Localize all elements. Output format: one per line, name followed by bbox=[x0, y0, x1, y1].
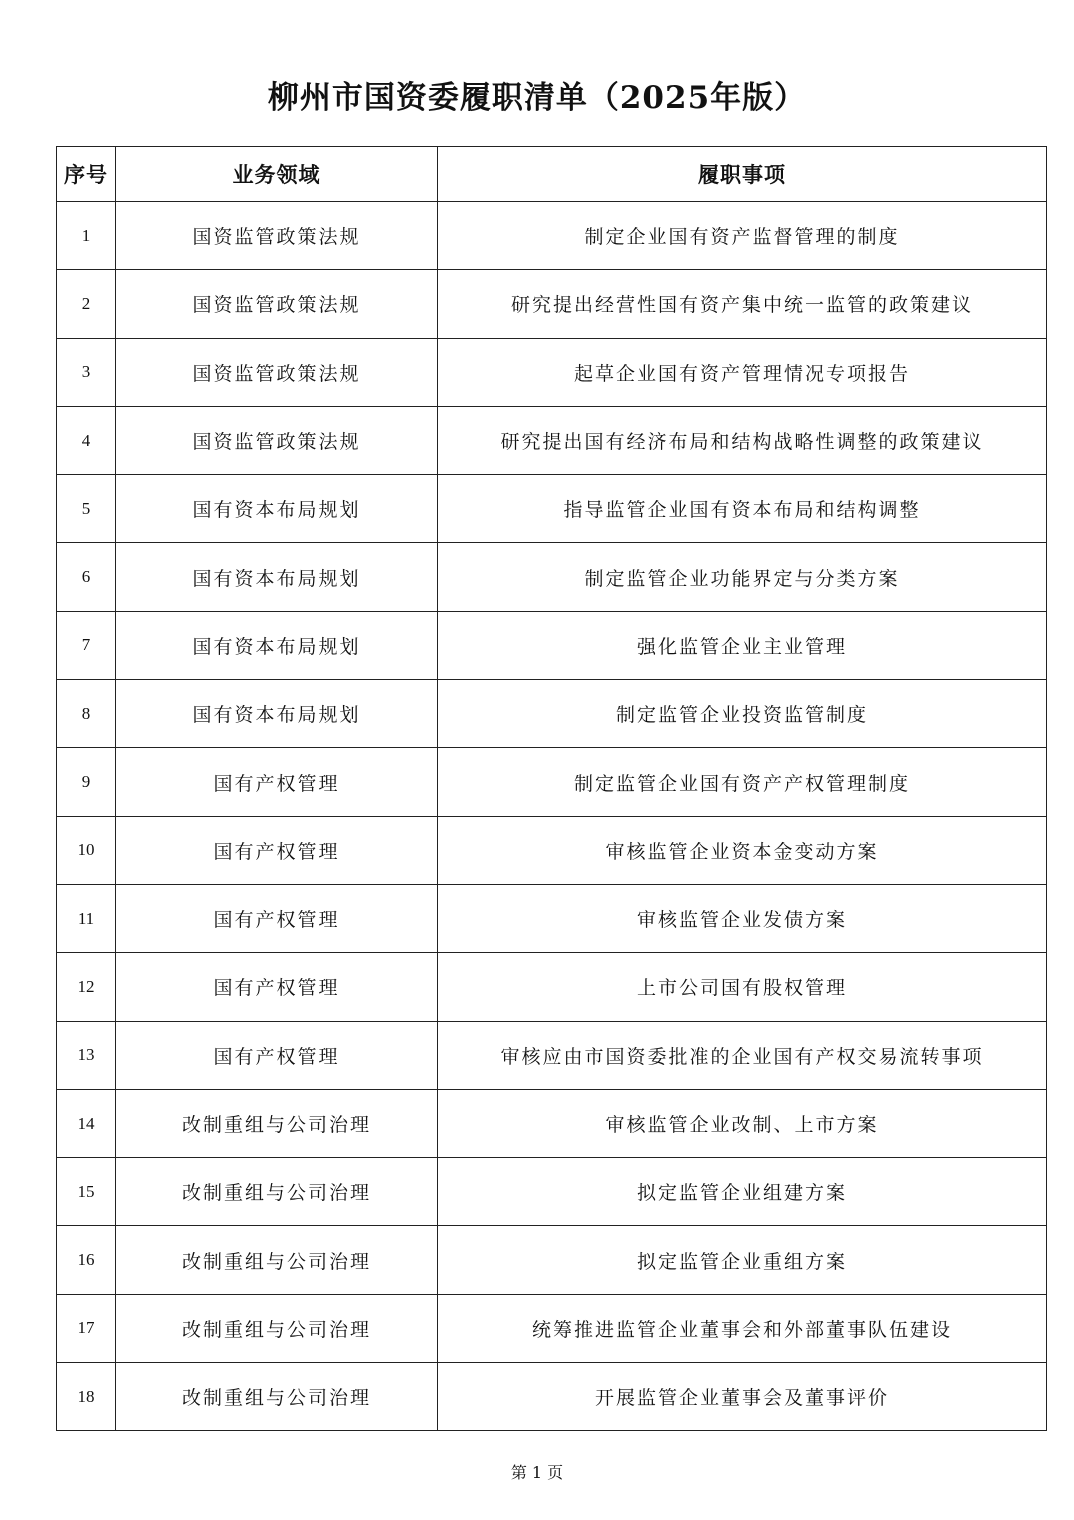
header-business-area: 业务领域 bbox=[116, 147, 438, 202]
cell-business-area: 改制重组与公司治理 bbox=[116, 1294, 438, 1362]
cell-duty-item: 拟定监管企业重组方案 bbox=[438, 1226, 1047, 1294]
cell-duty-item: 审核监管企业资本金变动方案 bbox=[438, 816, 1047, 884]
cell-duty-item: 制定监管企业功能界定与分类方案 bbox=[438, 543, 1047, 611]
cell-duty-item: 拟定监管企业组建方案 bbox=[438, 1158, 1047, 1226]
cell-serial-number: 13 bbox=[57, 1021, 116, 1089]
cell-duty-item: 审核应由市国资委批准的企业国有产权交易流转事项 bbox=[438, 1021, 1047, 1089]
cell-business-area: 国资监管政策法规 bbox=[116, 406, 438, 474]
table-row bbox=[57, 475, 1047, 543]
table-row bbox=[57, 748, 1047, 816]
cell-serial-number: 8 bbox=[57, 680, 116, 748]
cell-business-area: 国有产权管理 bbox=[116, 884, 438, 952]
cell-serial-number: 18 bbox=[57, 1363, 116, 1431]
table-row bbox=[57, 1226, 1047, 1294]
table-row bbox=[57, 270, 1047, 338]
cell-business-area: 国资监管政策法规 bbox=[116, 338, 438, 406]
cell-serial-number: 2 bbox=[57, 270, 116, 338]
cell-business-area: 国有资本布局规划 bbox=[116, 611, 438, 679]
cell-duty-item: 制定监管企业国有资产产权管理制度 bbox=[438, 748, 1047, 816]
table-row bbox=[57, 953, 1047, 1021]
header-serial-number: 序号 bbox=[57, 147, 116, 202]
table-row bbox=[57, 202, 1047, 270]
cell-serial-number: 17 bbox=[57, 1294, 116, 1362]
cell-duty-item: 审核监管企业发债方案 bbox=[438, 884, 1047, 952]
cell-serial-number: 6 bbox=[57, 543, 116, 611]
cell-business-area: 改制重组与公司治理 bbox=[116, 1089, 438, 1157]
table-row bbox=[57, 406, 1047, 474]
cell-business-area: 国资监管政策法规 bbox=[116, 202, 438, 270]
table-row bbox=[57, 1021, 1047, 1089]
table-row bbox=[57, 1363, 1047, 1431]
table-row bbox=[57, 543, 1047, 611]
page-title: 柳州市国资委履职清单（2025年版） bbox=[267, 80, 807, 116]
cell-serial-number: 16 bbox=[57, 1226, 116, 1294]
cell-serial-number: 15 bbox=[57, 1158, 116, 1226]
cell-duty-item: 制定监管企业投资监管制度 bbox=[438, 680, 1047, 748]
cell-business-area: 改制重组与公司治理 bbox=[116, 1226, 438, 1294]
duty-list-table bbox=[56, 146, 1047, 1431]
cell-business-area: 国有资本布局规划 bbox=[116, 680, 438, 748]
cell-duty-item: 上市公司国有股权管理 bbox=[438, 953, 1047, 1021]
cell-serial-number: 7 bbox=[57, 611, 116, 679]
cell-serial-number: 3 bbox=[57, 338, 116, 406]
cell-business-area: 国有产权管理 bbox=[116, 1021, 438, 1089]
cell-serial-number: 14 bbox=[57, 1089, 116, 1157]
cell-duty-item: 研究提出国有经济布局和结构战略性调整的政策建议 bbox=[438, 406, 1047, 474]
cell-serial-number: 9 bbox=[57, 748, 116, 816]
cell-business-area: 国有资本布局规划 bbox=[116, 543, 438, 611]
cell-serial-number: 4 bbox=[57, 406, 116, 474]
cell-business-area: 国资监管政策法规 bbox=[116, 270, 438, 338]
cell-serial-number: 12 bbox=[57, 953, 116, 1021]
cell-business-area: 改制重组与公司治理 bbox=[116, 1158, 438, 1226]
cell-serial-number: 11 bbox=[57, 884, 116, 952]
cell-business-area: 国有资本布局规划 bbox=[116, 475, 438, 543]
table-row bbox=[57, 816, 1047, 884]
header-duty-item: 履职事项 bbox=[438, 147, 1047, 202]
cell-business-area: 国有产权管理 bbox=[116, 816, 438, 884]
cell-business-area: 国有产权管理 bbox=[116, 953, 438, 1021]
cell-serial-number: 10 bbox=[57, 816, 116, 884]
cell-duty-item: 开展监管企业董事会及董事评价 bbox=[438, 1363, 1047, 1431]
cell-serial-number: 1 bbox=[57, 202, 116, 270]
table-row bbox=[57, 884, 1047, 952]
page-number: 第 1 页 bbox=[510, 1463, 564, 1482]
table-row bbox=[57, 338, 1047, 406]
table-row bbox=[57, 1294, 1047, 1362]
cell-duty-item: 研究提出经营性国有资产集中统一监管的政策建议 bbox=[438, 270, 1047, 338]
cell-duty-item: 制定企业国有资产监督管理的制度 bbox=[438, 202, 1047, 270]
cell-business-area: 改制重组与公司治理 bbox=[116, 1363, 438, 1431]
table-header-row bbox=[57, 147, 1047, 202]
cell-duty-item: 统筹推进监管企业董事会和外部董事队伍建设 bbox=[438, 1294, 1047, 1362]
cell-duty-item: 审核监管企业改制、上市方案 bbox=[438, 1089, 1047, 1157]
cell-serial-number: 5 bbox=[57, 475, 116, 543]
cell-business-area: 国有产权管理 bbox=[116, 748, 438, 816]
cell-duty-item: 指导监管企业国有资本布局和结构调整 bbox=[438, 475, 1047, 543]
table-row bbox=[57, 611, 1047, 679]
table-row bbox=[57, 680, 1047, 748]
cell-duty-item: 起草企业国有资产管理情况专项报告 bbox=[438, 338, 1047, 406]
table-row bbox=[57, 1158, 1047, 1226]
cell-duty-item: 强化监管企业主业管理 bbox=[438, 611, 1047, 679]
table-row bbox=[57, 1089, 1047, 1157]
